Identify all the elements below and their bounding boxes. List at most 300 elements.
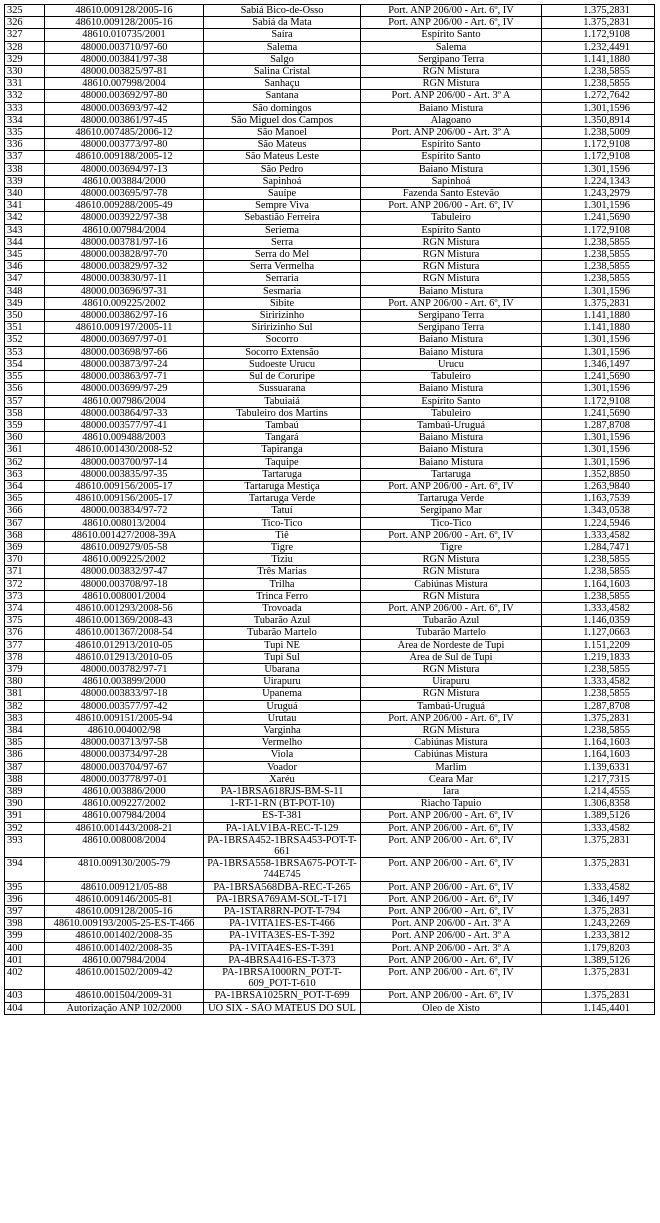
process-number-cell: 48000.003829/97-32 xyxy=(45,261,204,273)
row-number-cell: 385 xyxy=(5,737,45,749)
field-name-cell: Uruguá xyxy=(204,700,361,712)
process-number-cell: 48000.003861/97-45 xyxy=(45,114,204,126)
field-name-cell: Siririzinho xyxy=(204,310,361,322)
table-row xyxy=(5,554,655,566)
field-name-cell: Tabuiaiá xyxy=(204,395,361,407)
table-row xyxy=(5,273,655,285)
row-number-cell: 349 xyxy=(5,297,45,309)
process-number-cell: 48000.003692/97-80 xyxy=(45,90,204,102)
row-number-cell: 393 xyxy=(5,834,45,857)
row-number-cell: 337 xyxy=(5,151,45,163)
field-name-cell: Seriema xyxy=(204,224,361,236)
row-number-cell: 332 xyxy=(5,90,45,102)
process-number-cell: 48610.008001/2004 xyxy=(45,590,204,602)
reference-crude-cell: Área de Nordeste de Tupi xyxy=(361,639,542,651)
field-name-cell: Tupi NE xyxy=(204,639,361,651)
field-name-cell: PA-1BRSA1025RN_POT-T-699 xyxy=(204,990,361,1002)
table-row xyxy=(5,188,655,200)
field-name-cell: Tangará xyxy=(204,432,361,444)
process-number-cell: 48610.003886/2000 xyxy=(45,786,204,798)
row-number-cell: 369 xyxy=(5,541,45,553)
table-row xyxy=(5,236,655,248)
row-number-cell: 403 xyxy=(5,990,45,1002)
reference-crude-cell: Sapinhoá xyxy=(361,175,542,187)
price-value-cell: 1.375,2831 xyxy=(542,990,655,1002)
process-number-cell: 4810.009130/2005-79 xyxy=(45,858,204,881)
process-number-cell: 48610.008008/2004 xyxy=(45,834,204,857)
process-number-cell: 48000.003782/97-71 xyxy=(45,663,204,675)
reference-crude-cell: Tigre xyxy=(361,541,542,553)
process-number-cell: 48000.003577/97-41 xyxy=(45,419,204,431)
price-value-cell: 1.164,1603 xyxy=(542,578,655,590)
table-row xyxy=(5,432,655,444)
price-value-cell: 1.139,6331 xyxy=(542,761,655,773)
field-name-cell: UO SIX - SÃO MATEUS DO SUL xyxy=(204,1002,361,1014)
field-name-cell: Tubarão Azul xyxy=(204,615,361,627)
row-number-cell: 328 xyxy=(5,41,45,53)
table-row xyxy=(5,529,655,541)
process-number-cell: 48000.003698/97-66 xyxy=(45,346,204,358)
process-number-cell: 48610.012913/2010-05 xyxy=(45,651,204,663)
price-value-cell: 1.287,8708 xyxy=(542,700,655,712)
field-name-cell: Ubarana xyxy=(204,663,361,675)
process-number-cell: 48000.003834/97-72 xyxy=(45,505,204,517)
process-number-cell: 48610.009121/05-88 xyxy=(45,881,204,893)
process-number-cell: 48000.003773/97-80 xyxy=(45,139,204,151)
table-row xyxy=(5,990,655,1002)
reference-crude-cell: Cabiúnas Mistura xyxy=(361,578,542,590)
table-row xyxy=(5,285,655,297)
row-number-cell: 356 xyxy=(5,383,45,395)
reference-crude-cell: Port. ANP 206/00 - Art. 6º, IV xyxy=(361,297,542,309)
price-value-cell: 1.301,1596 xyxy=(542,102,655,114)
process-number-cell: 48610.009225/2002 xyxy=(45,297,204,309)
price-value-cell: 1.151,2209 xyxy=(542,639,655,651)
row-number-cell: 326 xyxy=(5,17,45,29)
field-name-cell: Tigre xyxy=(204,541,361,553)
field-name-cell: Vermelho xyxy=(204,737,361,749)
field-name-cell: São Mateus Leste xyxy=(204,151,361,163)
field-name-cell: Sempre Viva xyxy=(204,200,361,212)
reference-crude-cell: Port. ANP 206/00 - Art. 3º A xyxy=(361,127,542,139)
row-number-cell: 355 xyxy=(5,371,45,383)
reference-crude-cell: Port. ANP 206/00 - Art. 6º, IV xyxy=(361,881,542,893)
process-number-cell: 48610.001430/2008-52 xyxy=(45,444,204,456)
process-number-cell: 48000.003693/97-42 xyxy=(45,102,204,114)
table-row xyxy=(5,881,655,893)
price-value-cell: 1.217,7315 xyxy=(542,773,655,785)
field-name-cell: 1-RT-1-RN (BT-POT-10) xyxy=(204,798,361,810)
table-row xyxy=(5,918,655,930)
row-number-cell: 365 xyxy=(5,493,45,505)
table-row xyxy=(5,151,655,163)
field-name-cell: Trovoada xyxy=(204,602,361,614)
table-row xyxy=(5,954,655,966)
reference-crude-cell: Tambaú-Uruguá xyxy=(361,700,542,712)
field-name-cell: Tapiranga xyxy=(204,444,361,456)
price-value-cell: 1.346,1497 xyxy=(542,893,655,905)
field-name-cell: Salgo xyxy=(204,53,361,65)
price-value-cell: 1.233,3812 xyxy=(542,930,655,942)
reference-crude-cell: Riacho Tapuio xyxy=(361,798,542,810)
table-row xyxy=(5,578,655,590)
field-name-cell: Sibite xyxy=(204,297,361,309)
table-row xyxy=(5,688,655,700)
reference-crude-cell: Sergipano Mar xyxy=(361,505,542,517)
table-row xyxy=(5,53,655,65)
process-number-cell: 48610.009288/2005-49 xyxy=(45,200,204,212)
reference-crude-cell: Tambaú-Uruguá xyxy=(361,419,542,431)
price-value-cell: 1.263,9840 xyxy=(542,480,655,492)
table-row xyxy=(5,114,655,126)
row-number-cell: 327 xyxy=(5,29,45,41)
price-value-cell: 1.241,5690 xyxy=(542,212,655,224)
row-number-cell: 381 xyxy=(5,688,45,700)
price-value-cell: 1.214,4555 xyxy=(542,786,655,798)
process-number-cell: 48610.012913/2010-05 xyxy=(45,639,204,651)
process-number-cell: 48000.003710/97-60 xyxy=(45,41,204,53)
reference-crude-cell: Tabuleiro xyxy=(361,407,542,419)
reference-crude-cell: Espírito Santo xyxy=(361,224,542,236)
price-value-cell: 1.375,2831 xyxy=(542,858,655,881)
process-number-cell: 48610.009128/2005-16 xyxy=(45,906,204,918)
reference-crude-cell: RGN Mistura xyxy=(361,566,542,578)
field-name-cell: Sul de Coruripe xyxy=(204,371,361,383)
process-number-cell: 48610.007986/2004 xyxy=(45,395,204,407)
row-number-cell: 343 xyxy=(5,224,45,236)
field-name-cell: Sesmaria xyxy=(204,285,361,297)
reference-crude-cell: Tartaruga xyxy=(361,468,542,480)
field-name-cell: Taquipe xyxy=(204,456,361,468)
row-number-cell: 387 xyxy=(5,761,45,773)
field-name-cell: ES-T-381 xyxy=(204,810,361,822)
row-number-cell: 361 xyxy=(5,444,45,456)
reference-crude-cell: Baiano Mistura xyxy=(361,456,542,468)
process-number-cell: 48610.009156/2005-17 xyxy=(45,480,204,492)
table-row xyxy=(5,5,655,17)
reference-crude-cell: Baiano Mistura xyxy=(361,432,542,444)
process-number-cell: 48610.009193/2005-25-ES-T-466 xyxy=(45,918,204,930)
field-name-cell: Tambaú xyxy=(204,419,361,431)
table-row xyxy=(5,773,655,785)
row-number-cell: 382 xyxy=(5,700,45,712)
reference-crude-cell: RGN Mistura xyxy=(361,273,542,285)
row-number-cell: 357 xyxy=(5,395,45,407)
field-name-cell: Voador xyxy=(204,761,361,773)
field-name-cell: São domingos xyxy=(204,102,361,114)
row-number-cell: 384 xyxy=(5,724,45,736)
table-row xyxy=(5,967,655,990)
table-row xyxy=(5,90,655,102)
row-number-cell: 376 xyxy=(5,627,45,639)
field-name-cell: Uirapuru xyxy=(204,676,361,688)
price-value-cell: 1.346,1497 xyxy=(542,358,655,370)
reference-crude-cell: RGN Mistura xyxy=(361,688,542,700)
table-row xyxy=(5,786,655,798)
price-value-cell: 1.172,9108 xyxy=(542,395,655,407)
price-value-cell: 1.145,4401 xyxy=(542,1002,655,1014)
table-row xyxy=(5,737,655,749)
table-row xyxy=(5,407,655,419)
reference-crude-cell: Área de Sul de Tupi xyxy=(361,651,542,663)
process-number-cell: 48610.008013/2004 xyxy=(45,517,204,529)
table-row xyxy=(5,505,655,517)
row-number-cell: 391 xyxy=(5,810,45,822)
process-number-cell: 48000.003694/97-13 xyxy=(45,163,204,175)
reference-crude-cell: Port. ANP 206/00 - Art. 3º A xyxy=(361,942,542,954)
row-number-cell: 362 xyxy=(5,456,45,468)
price-value-cell: 1.232,4491 xyxy=(542,41,655,53)
reference-crude-cell: Tubarão Azul xyxy=(361,615,542,627)
field-name-cell: Xaréu xyxy=(204,773,361,785)
row-number-cell: 386 xyxy=(5,749,45,761)
process-number-cell: 48000.003713/97-58 xyxy=(45,737,204,749)
reference-crude-cell: RGN Mistura xyxy=(361,66,542,78)
row-number-cell: 401 xyxy=(5,954,45,966)
field-name-cell: Saíra xyxy=(204,29,361,41)
price-value-cell: 1.375,2831 xyxy=(542,712,655,724)
table-row xyxy=(5,163,655,175)
price-value-cell: 1.306,8358 xyxy=(542,798,655,810)
process-number-cell: 48610.001443/2008-21 xyxy=(45,822,204,834)
table-row xyxy=(5,749,655,761)
reference-crude-cell: Baiano Mistura xyxy=(361,383,542,395)
price-value-cell: 1.243,2269 xyxy=(542,918,655,930)
process-number-cell: 48610.003884/2000 xyxy=(45,175,204,187)
process-number-cell: 48610.001369/2008-43 xyxy=(45,615,204,627)
row-number-cell: 368 xyxy=(5,529,45,541)
price-value-cell: 1.375,2831 xyxy=(542,906,655,918)
price-value-cell: 1.343,0538 xyxy=(542,505,655,517)
price-value-cell: 1.141,1880 xyxy=(542,53,655,65)
field-name-cell: PA-1BRSA769AM-SOL-T-171 xyxy=(204,893,361,905)
field-name-cell: Socorro xyxy=(204,334,361,346)
table-row xyxy=(5,419,655,431)
reference-crude-cell: Baiano Mistura xyxy=(361,334,542,346)
price-value-cell: 1.238,5009 xyxy=(542,127,655,139)
process-number-cell: 48000.003699/97-29 xyxy=(45,383,204,395)
reference-crude-cell: Port. ANP 206/00 - Art. 6º, IV xyxy=(361,5,542,17)
field-name-cell: Serra Vermelha xyxy=(204,261,361,273)
price-value-cell: 1.224,5946 xyxy=(542,517,655,529)
field-name-cell: Sauípe xyxy=(204,188,361,200)
price-value-cell: 1.333,4582 xyxy=(542,822,655,834)
price-value-cell: 1.301,1596 xyxy=(542,285,655,297)
reference-crude-cell: RGN Mistura xyxy=(361,78,542,90)
reference-crude-cell: Sergipano Terra xyxy=(361,53,542,65)
reference-crude-cell: Baiano Mistura xyxy=(361,102,542,114)
row-number-cell: 354 xyxy=(5,358,45,370)
process-number-cell: 48000.003835/97-35 xyxy=(45,468,204,480)
process-number-cell: 48000.003708/97-18 xyxy=(45,578,204,590)
field-name-cell: PA-1BRSA558-1BRSA675-POT-T-744E745 xyxy=(204,858,361,881)
process-number-cell: 48610.009197/2005-11 xyxy=(45,322,204,334)
reference-crude-cell: Port. ANP 206/00 - Art. 6º, IV xyxy=(361,602,542,614)
reference-crude-cell: Espírito Santo xyxy=(361,29,542,41)
field-name-cell: Upanema xyxy=(204,688,361,700)
table-row xyxy=(5,615,655,627)
field-name-cell: PA-1VITA3ES-ES-T-392 xyxy=(204,930,361,942)
field-name-cell: Varginha xyxy=(204,724,361,736)
row-number-cell: 375 xyxy=(5,615,45,627)
field-name-cell: Serraria xyxy=(204,273,361,285)
row-number-cell: 366 xyxy=(5,505,45,517)
row-number-cell: 336 xyxy=(5,139,45,151)
row-number-cell: 373 xyxy=(5,590,45,602)
process-number-cell: 48610.007984/2004 xyxy=(45,810,204,822)
price-value-cell: 1.375,2831 xyxy=(542,5,655,17)
table-row xyxy=(5,566,655,578)
row-number-cell: 367 xyxy=(5,517,45,529)
field-name-cell: Salema xyxy=(204,41,361,53)
table-row xyxy=(5,127,655,139)
row-number-cell: 374 xyxy=(5,602,45,614)
price-value-cell: 1.224,1343 xyxy=(542,175,655,187)
table-row xyxy=(5,346,655,358)
row-number-cell: 398 xyxy=(5,918,45,930)
field-name-cell: PA-1BRSA1000RN_POT-T-609_POT-T-610 xyxy=(204,967,361,990)
price-value-cell: 1.375,2831 xyxy=(542,834,655,857)
process-number-cell: 48610.009488/2003 xyxy=(45,432,204,444)
price-value-cell: 1.238,5855 xyxy=(542,554,655,566)
row-number-cell: 388 xyxy=(5,773,45,785)
reference-crude-cell: Óleo de Xisto xyxy=(361,1002,542,1014)
field-name-cell: Socorro Extensão xyxy=(204,346,361,358)
price-value-cell: 1.287,8708 xyxy=(542,419,655,431)
price-value-cell: 1.333,4582 xyxy=(542,881,655,893)
field-name-cell: Sabiá da Mata xyxy=(204,17,361,29)
price-value-cell: 1.238,5855 xyxy=(542,566,655,578)
price-value-cell: 1.238,5855 xyxy=(542,724,655,736)
reference-crude-cell: Tico-Tico xyxy=(361,517,542,529)
table-row xyxy=(5,590,655,602)
table-row xyxy=(5,1002,655,1014)
process-number-cell: 48000.003734/97-28 xyxy=(45,749,204,761)
reference-crude-cell: Sergipano Terra xyxy=(361,310,542,322)
table-row xyxy=(5,395,655,407)
reference-crude-cell: RGN Mistura xyxy=(361,236,542,248)
reference-crude-cell: Port. ANP 206/00 - Art. 6º, IV xyxy=(361,810,542,822)
reference-crude-cell: Port. ANP 206/00 - Art. 6º, IV xyxy=(361,200,542,212)
row-number-cell: 389 xyxy=(5,786,45,798)
row-number-cell: 358 xyxy=(5,407,45,419)
row-number-cell: 352 xyxy=(5,334,45,346)
table-row xyxy=(5,383,655,395)
process-number-cell: 48000.003863/97-71 xyxy=(45,371,204,383)
table-row xyxy=(5,663,655,675)
table-row xyxy=(5,66,655,78)
field-name-cell: Tartaruga xyxy=(204,468,361,480)
reference-crude-cell: Baiano Mistura xyxy=(361,163,542,175)
field-name-cell: PA-4BRSA416-ES-T-373 xyxy=(204,954,361,966)
reference-crude-cell: Port. ANP 206/00 - Art. 6º, IV xyxy=(361,712,542,724)
price-value-cell: 1.238,5855 xyxy=(542,66,655,78)
reference-crude-cell: Iara xyxy=(361,786,542,798)
field-name-cell: PA-1BRSA568DBA-REC-T-265 xyxy=(204,881,361,893)
process-number-cell: 48000.003830/97-11 xyxy=(45,273,204,285)
price-value-cell: 1.238,5855 xyxy=(542,663,655,675)
field-name-cell: PA-1VITA4ES-ES-T-391 xyxy=(204,942,361,954)
row-number-cell: 331 xyxy=(5,78,45,90)
reference-crude-cell: RGN Mistura xyxy=(361,249,542,261)
field-name-cell: Tatuí xyxy=(204,505,361,517)
price-value-cell: 1.301,1596 xyxy=(542,346,655,358)
row-number-cell: 360 xyxy=(5,432,45,444)
table-row xyxy=(5,602,655,614)
reference-crude-cell: RGN Mistura xyxy=(361,724,542,736)
reference-crude-cell: Cabiúnas Mistura xyxy=(361,737,542,749)
field-name-cell: Tartaruga Mestiça xyxy=(204,480,361,492)
field-name-cell: São Mateus xyxy=(204,139,361,151)
price-value-cell: 1.172,9108 xyxy=(542,151,655,163)
process-number-cell: 48000.003695/97-78 xyxy=(45,188,204,200)
process-number-cell: 48000.003828/97-70 xyxy=(45,249,204,261)
row-number-cell: 334 xyxy=(5,114,45,126)
price-value-cell: 1.301,1596 xyxy=(542,444,655,456)
process-number-cell: 48610.001367/2008-54 xyxy=(45,627,204,639)
field-name-cell: Tubarão Martelo xyxy=(204,627,361,639)
table-row xyxy=(5,930,655,942)
reference-crude-cell: RGN Mistura xyxy=(361,663,542,675)
process-number-cell: 48000.003700/97-14 xyxy=(45,456,204,468)
reference-crude-cell: Baiano Mistura xyxy=(361,444,542,456)
table-row xyxy=(5,334,655,346)
row-number-cell: 379 xyxy=(5,663,45,675)
row-number-cell: 372 xyxy=(5,578,45,590)
process-number-cell: 48610.009188/2005-12 xyxy=(45,151,204,163)
price-value-cell: 1.172,9108 xyxy=(542,224,655,236)
table-row xyxy=(5,810,655,822)
process-number-cell: 48000.003696/97-31 xyxy=(45,285,204,297)
process-number-cell: 48610.009227/2002 xyxy=(45,798,204,810)
process-number-cell: 48000.003833/97-18 xyxy=(45,688,204,700)
table-row xyxy=(5,822,655,834)
field-name-cell: Tiziu xyxy=(204,554,361,566)
price-value-cell: 1.375,2831 xyxy=(542,967,655,990)
field-name-cell: Sudoeste Urucu xyxy=(204,358,361,370)
price-value-cell: 1.301,1596 xyxy=(542,456,655,468)
field-name-cell: São Miguel dos Campos xyxy=(204,114,361,126)
table-row xyxy=(5,310,655,322)
price-value-cell: 1.238,5855 xyxy=(542,78,655,90)
table-row xyxy=(5,712,655,724)
price-value-cell: 1.241,5690 xyxy=(542,371,655,383)
reference-crude-cell: Port. ANP 206/00 - Art. 6º, IV xyxy=(361,954,542,966)
reference-crude-cell: Espírito Santo xyxy=(361,151,542,163)
field-name-cell: PA-1BRSA618RJS-BM-S-11 xyxy=(204,786,361,798)
table-row xyxy=(5,651,655,663)
row-number-cell: 342 xyxy=(5,212,45,224)
process-number-cell: 48000.003778/97-01 xyxy=(45,773,204,785)
reference-crude-cell: Fazenda Santo Estevão xyxy=(361,188,542,200)
table-row xyxy=(5,517,655,529)
row-number-cell: 348 xyxy=(5,285,45,297)
process-number-cell: 48610.009128/2005-16 xyxy=(45,17,204,29)
reference-crude-cell: Tubarão Martelo xyxy=(361,627,542,639)
price-table-body xyxy=(5,5,655,1015)
row-number-cell: 370 xyxy=(5,554,45,566)
table-row xyxy=(5,78,655,90)
price-value-cell: 1.389,5126 xyxy=(542,810,655,822)
row-number-cell: 397 xyxy=(5,906,45,918)
process-number-cell: 48610.010735/2001 xyxy=(45,29,204,41)
process-number-cell: 48000.003864/97-33 xyxy=(45,407,204,419)
field-name-cell: Tiê xyxy=(204,529,361,541)
field-name-cell: Urutau xyxy=(204,712,361,724)
process-number-cell: 48000.003922/97-38 xyxy=(45,212,204,224)
process-number-cell: 48610.001504/2009-31 xyxy=(45,990,204,1002)
reference-crude-cell: Tartaruga Verde xyxy=(361,493,542,505)
